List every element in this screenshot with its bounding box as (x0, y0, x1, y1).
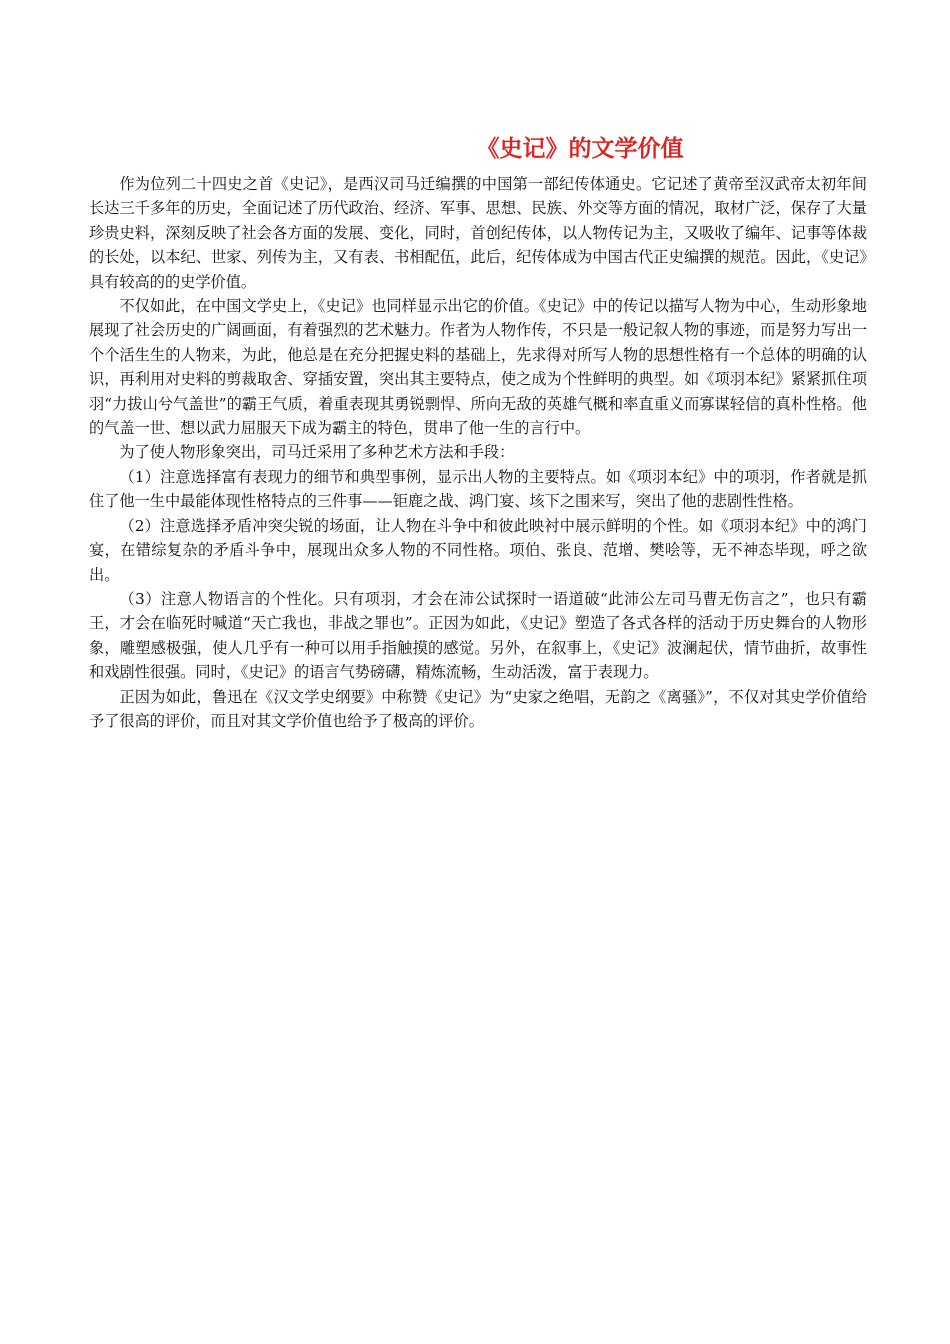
paragraph-conclusion: 正因为如此，鲁迅在《汉文学史纲要》中称赞《史记》为“史家之绝唱，无韵之《离骚》”，不仅对其史学价值给予了很高的评价，而且对其文学价值也给予了极高的评价。 (89, 687, 867, 730)
paragraph-literary-value: 不仅如此，在中国文学史上，《史记》也同样显示出它的价值。《史记》中的传记以描写人物为中心，生动形象地展现了社会历史的广阔画面，有着强烈的艺术魅力。作者为人物作传，不只是一般记叙人物的事迹，而是努力写出一个个活生生的人物来，为此，他总是在充分把握史料的基础上，先求得对所写人物的思想性格有一个总体的明确的认识，再利用对史料的剪裁取舍、穿插安置，突出其主要特点，使之成为个性鲜明的典型。如《项羽本纪》紧紧抓住项羽“力拔山兮气盖世”的霸王气质，着重表现其勇锐剽悍、所向无敌的英雄气概和率直重义而寡谋轻信的真朴性格。他的气盖一世、想以武力屈服天下成为霸主的特色，贯串了他一生的言行中。 (89, 297, 867, 438)
document-body (89, 172, 867, 733)
paragraph-methods-intro: 为了使人物形象突出，司马迁采用了多种艺术方法和手段： (119, 443, 515, 462)
paragraph-method-3: （3）注意人物语言的个性化。只有项羽，才会在沛公试探时一语道破“此沛公左司马曹无伤言之”，也只有霸王，才会在临死时喊道“天亡我也，非战之罪也”。正因为如此，《史记》塑造了各式各样的活动于历史舞台的人物形象，雕塑感极强，使人几乎有一种可以用手指触摸的感觉。另外，在叙事上，《史记》波澜起伏，情节曲折，故事性和戏剧性很强。同时，《史记》的语言气势磅礴，精炼流畅，生动活泼，富于表现力。 (89, 589, 867, 682)
paragraph-intro: 作为位列二十四史之首《史记》，是西汉司马迁编撰的中国第一部纪传体通史。它记述了黄帝至汉武帝太初年间长达三千多年的历史，全面记述了历代政治、经济、军事、思想、民族、外交等方面的情况，取材广泛，保存了大量珍贵史料，深刻反映了社会各方面的发展、变化，同时，首创纪传体，以人物传记为主，又吸收了编年、记事等体裁的长处，以本纪、世家、列传为主，又有表、书相配伍，此后，纪传体成为中国古代正史编撰的规范。因此，《史记》具有较高的的史学价值。 (89, 175, 867, 291)
paragraph-method-2: （2）注意选择矛盾冲突尖锐的场面，让人物在斗争中和彼此映衬中展示鲜明的个性。如《项羽本纪》中的鸿门宴，在错综复杂的矛盾斗争中，展现出众多人物的不同性格。项伯、张良、范增、樊哙等，无不神态毕现，呼之欲出。 (89, 516, 867, 584)
document-title: 《史记》的文学价值 (476, 136, 684, 162)
paragraph-method-1: （1）注意选择富有表现力的细节和典型事例，显示出人物的主要特点。如《项羽本纪》中的项羽，作者就是抓住了他一生中最能体现性格特点的三件事——钜鹿之战、鸿门宴、垓下之围来写，突出了他的悲剧性性格。 (89, 467, 867, 511)
